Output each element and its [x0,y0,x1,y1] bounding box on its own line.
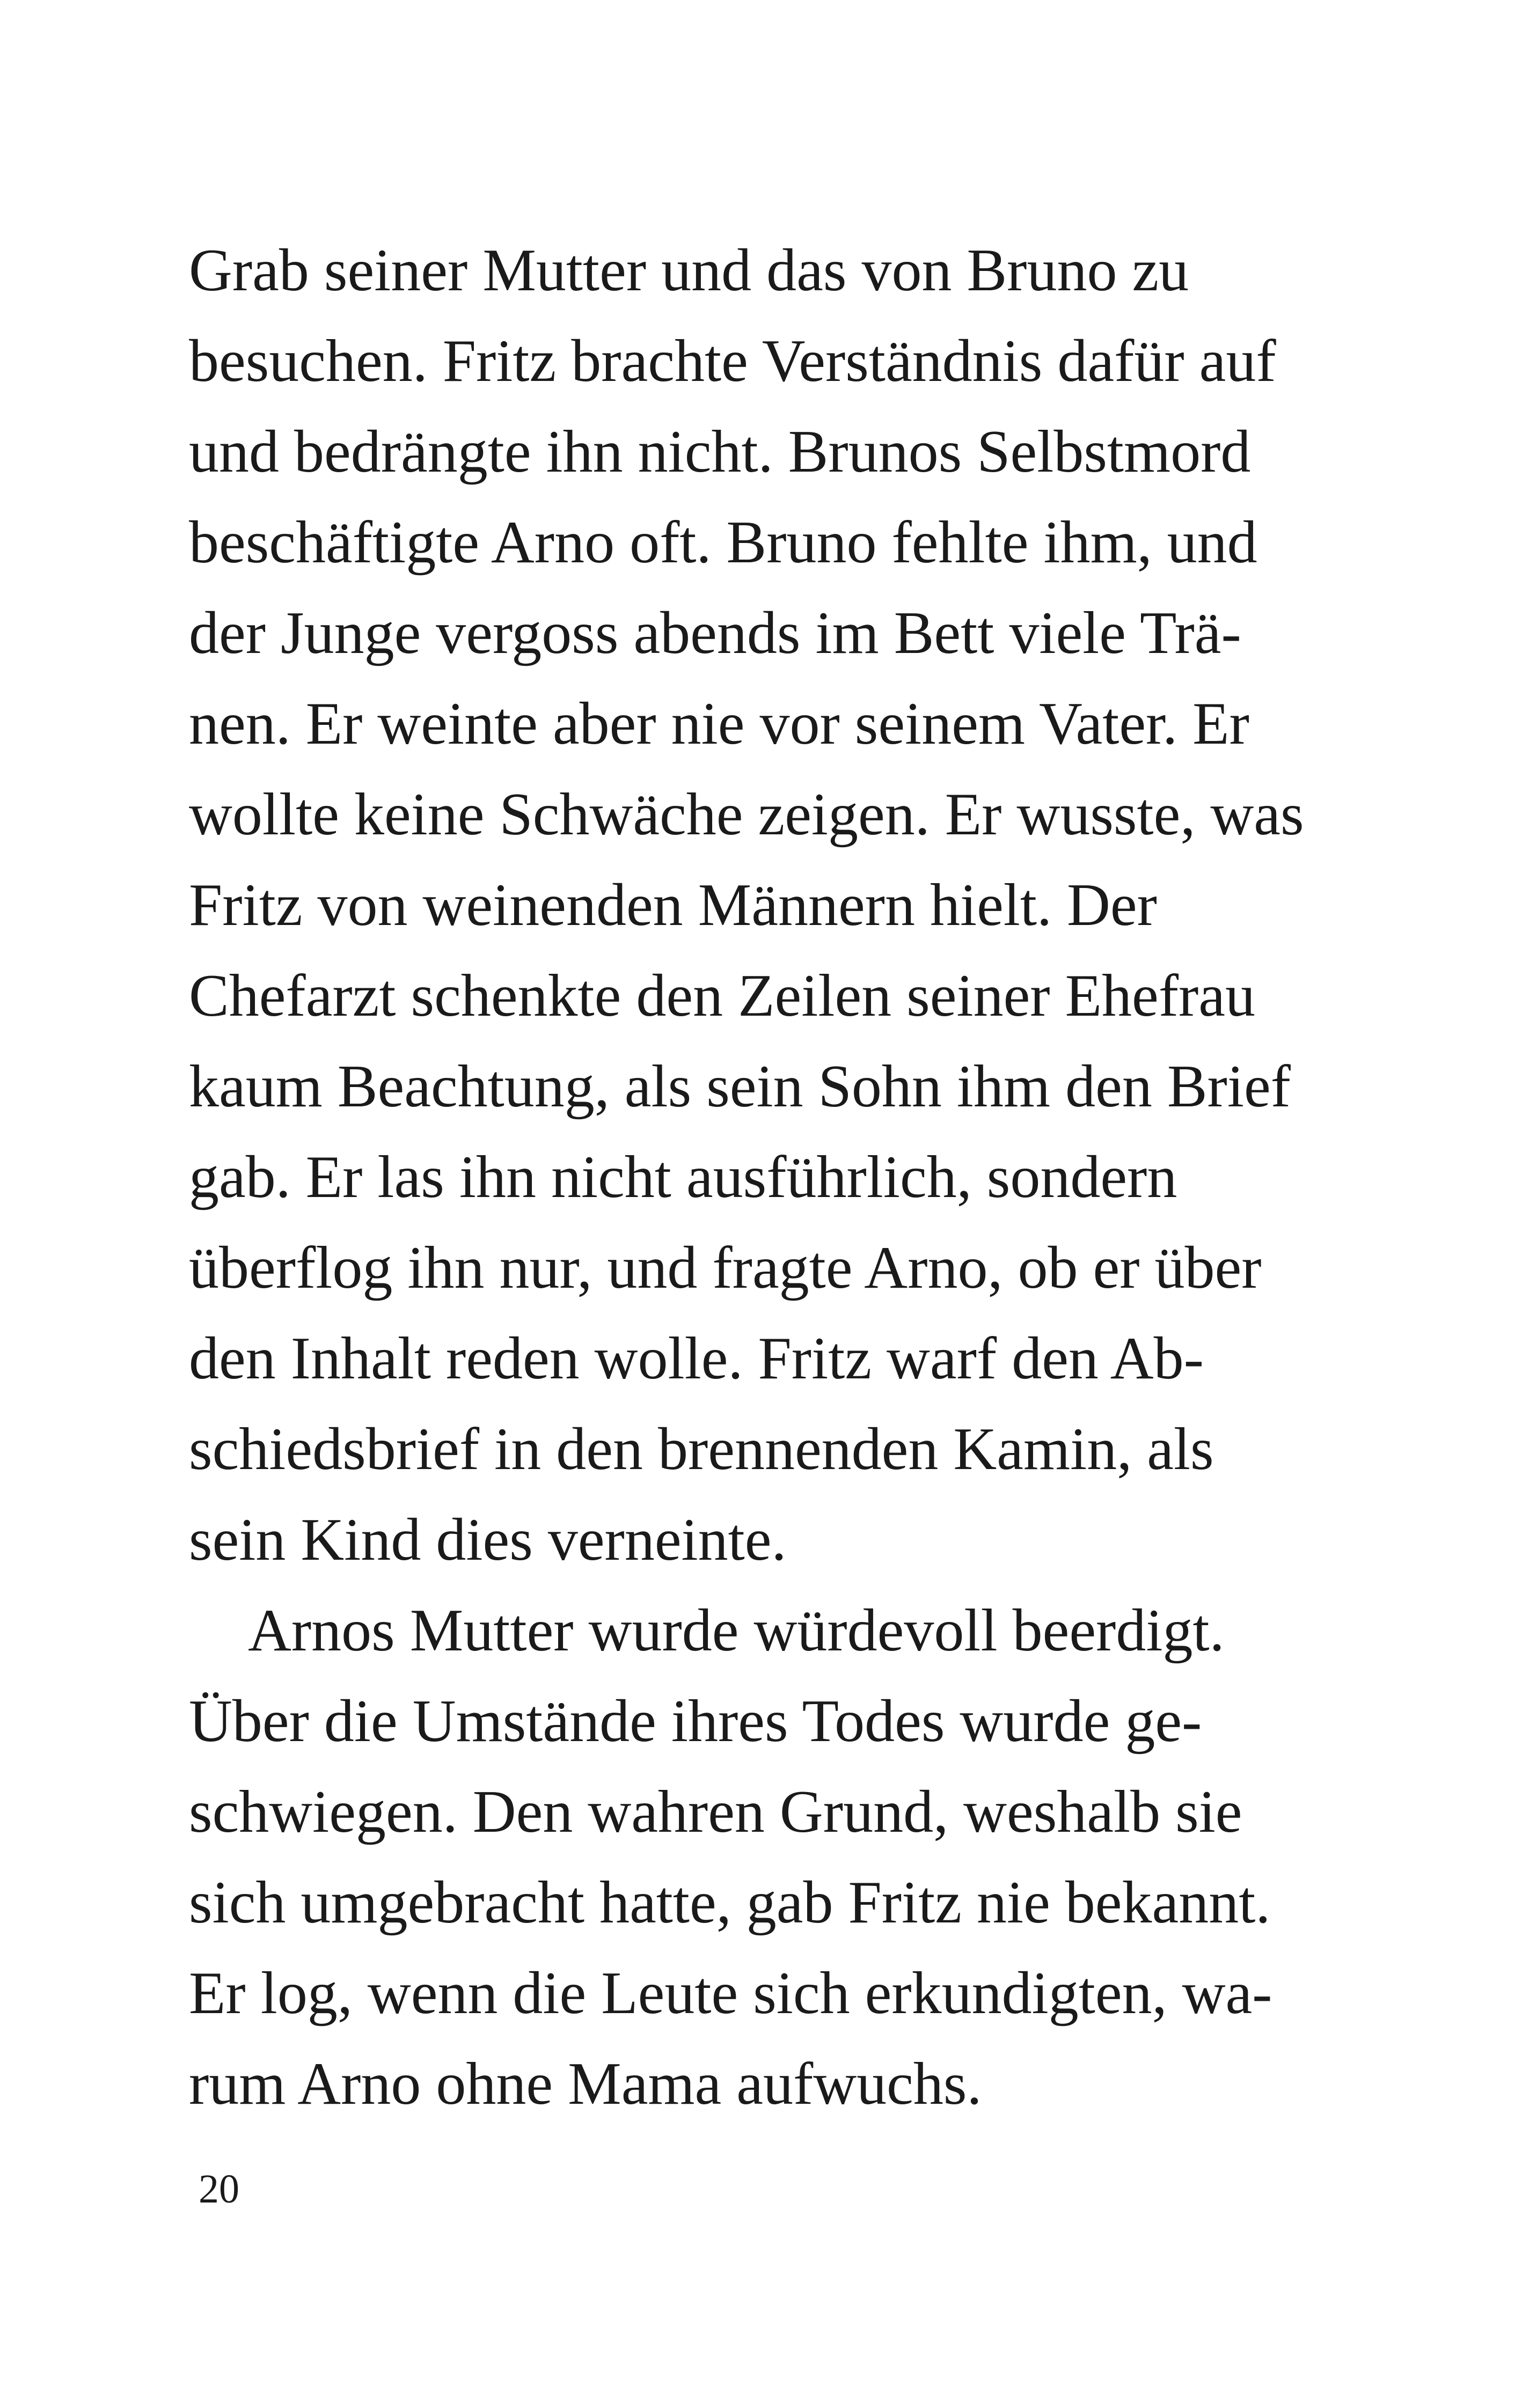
text-line: und bedrängte ihn nicht. Brunos Selbstmord [189,419,1251,485]
text-line: Grab seiner Mutter und das von Bruno zu [189,237,1189,304]
text-line: Fritz von weinenden Männern hielt. Der [189,872,1157,938]
text-line: Chefarzt schenkte den Zeilen seiner Ehefrau [189,963,1256,1029]
text-line: besuchen. Fritz brachte Verständnis dafür auf [189,328,1276,394]
text-line: gab. Er las ihn nicht ausführlich, sondern [189,1144,1177,1210]
text-line: Über die Umstände ihres Todes wurde ge- [189,1688,1202,1754]
text-line: schiedsbrief in den brennenden Kamin, als [189,1416,1214,1482]
text-line: wollte keine Schwäche zeigen. Er wusste, was [189,781,1304,848]
text-line: kaum Beachtung, als sein Sohn ihm den Brief [189,1053,1291,1120]
text-line: sich umgebracht hatte, gab Fritz nie bekannt. [189,1869,1271,1936]
text-line: schwiegen. Den wahren Grund, weshalb sie [189,1779,1242,1845]
text-line: Arnos Mutter wurde würdevoll beerdigt. [248,1597,1225,1664]
text-line: rum Arno ohne Mama aufwuchs. [189,2051,982,2117]
page-number: 20 [199,2167,239,2212]
text-line: den Inhalt reden wolle. Fritz warf den Ab- [189,1325,1204,1392]
text-line: sein Kind dies verneinte. [189,1507,787,1573]
text-line: nen. Er weinte aber nie vor seinem Vater. Er [189,691,1249,757]
text-line: beschäftigte Arno oft. Bruno fehlte ihm, und [189,509,1257,576]
body-text [189,225,1343,2130]
text-line: der Junge vergoss abends im Bett viele Trä- [189,600,1241,666]
text-line: überflog ihn nur, und fragte Arno, ob er über [189,1235,1262,1301]
text-line: Er log, wenn die Leute sich erkundigten, wa- [189,1960,1272,2027]
